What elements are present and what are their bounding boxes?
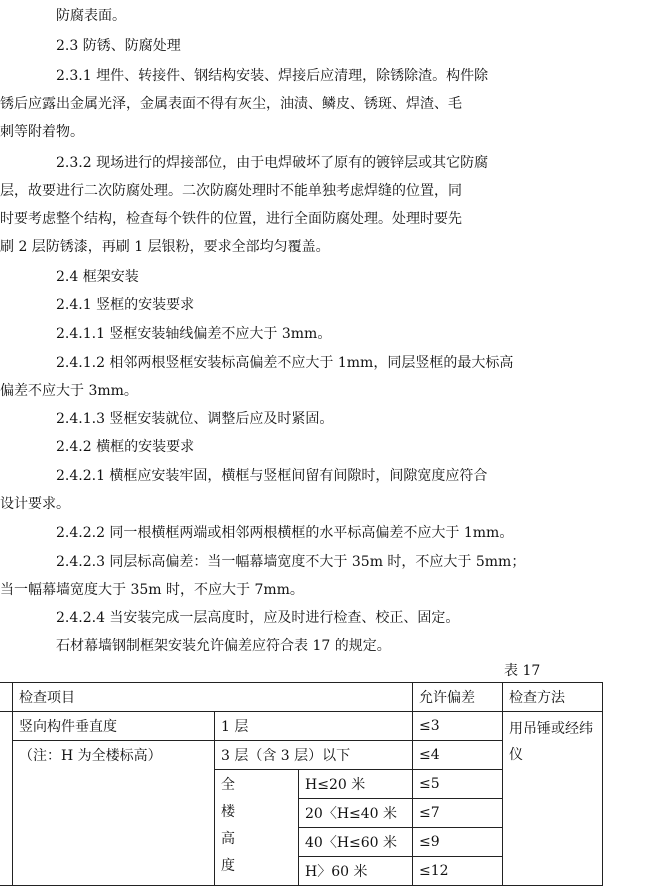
section-heading: 2.3 防锈、防腐处理 <box>56 38 181 54</box>
condition-cell: 1 层 <box>215 712 413 741</box>
table-caption: 表 17 <box>504 663 541 679</box>
paragraph-line: 2.4.2.3 同层标高偏差：当一幅幕墙宽度不大于 35m 时，不应大于 5mm； <box>56 554 526 570</box>
height-range-cell: 40〈H≤60 米 <box>299 828 413 857</box>
condition-cell: 3 层（含 3 层）以下 <box>215 741 413 770</box>
header-tolerance: 允许偏差 <box>413 683 503 712</box>
height-range-cell: H≤20 米 <box>299 770 413 799</box>
paragraph-line: 防腐表面。 <box>56 8 126 24</box>
paragraph-line: 锈后应露出金属光泽，金属表面不得有灰尘，油渍、鳞皮、锈斑、焊渣、毛 <box>0 96 462 112</box>
header-check-item: 检查项目 <box>13 683 413 712</box>
item-label: 竖向构件垂直度 <box>13 712 215 741</box>
full-height-char: 楼 <box>221 804 235 820</box>
method-cell: 用吊锤或经纬仪 <box>503 712 603 886</box>
section-heading: 2.4 框架安装 <box>56 269 139 285</box>
paragraph-line: 2.4.1.3 竖框安装就位、调整后应及时紧固。 <box>56 411 334 427</box>
tolerance-cell: ≤3 <box>413 712 503 741</box>
full-height-char: 全 <box>221 777 235 793</box>
full-height-char: 高 <box>221 831 235 847</box>
paragraph-line: 2.4.2.4 当安装完成一层高度时，应及时进行检查、校正、固定。 <box>56 610 460 626</box>
paragraph-line: 2.4.2.2 同一根横框两端或相邻两根横框的水平标高偏差不应大于 1mm。 <box>56 525 514 541</box>
tolerance-cell: ≤7 <box>413 799 503 828</box>
full-height-char: 度 <box>221 858 235 874</box>
paragraph-line: 2.4.2.1 横框应安装牢固，横框与竖框间留有间隙时，间隙宽度应符合 <box>56 468 488 484</box>
paragraph-line: 层，故要进行二次防腐处理。二次防腐处理时不能单独考虑焊缝的位置，同 <box>0 183 462 199</box>
paragraph-line: 刷 2 层防锈漆，再刷 1 层银粉，要求全部均匀覆盖。 <box>0 239 330 255</box>
full-height-label <box>215 770 299 886</box>
paragraph-line: 刺等附着物。 <box>0 124 84 140</box>
tolerance-cell: ≤5 <box>413 770 503 799</box>
table-row <box>0 712 603 741</box>
header-spacer <box>0 683 13 712</box>
row-spacer <box>0 712 13 886</box>
height-range-cell: H〉60 米 <box>299 857 413 886</box>
paragraph-line: 2.4.1.1 竖框安装轴线偏差不应大于 3mm。 <box>56 326 332 342</box>
paragraph-line: 当一幅幕墙宽度大于 35m 时，不应大于 7mm。 <box>0 582 304 598</box>
tolerance-cell: ≤9 <box>413 828 503 857</box>
tolerance-cell: ≤12 <box>413 857 503 886</box>
paragraph-line: 设计要求。 <box>0 496 70 512</box>
subsection-heading: 2.4.1 竖框的安装要求 <box>56 297 195 313</box>
paragraph-line: 石材幕墙钢制框架安装允许偏差应符合表 17 的规定。 <box>56 638 391 654</box>
paragraph-line: 2.3.1 埋件、转接件、钢结构安装、焊接后应清理，除锈除渣。构件除 <box>56 68 489 84</box>
header-method: 检查方法 <box>503 683 603 712</box>
item-note: （注：H 为全楼标高） <box>13 741 215 886</box>
paragraph-line: 2.3.2 现场进行的焊接部位，由于电焊破坏了原有的镀锌层或其它防腐 <box>56 155 489 171</box>
tolerance-table <box>0 682 603 886</box>
height-range-cell: 20〈H≤40 米 <box>299 799 413 828</box>
table-header-row <box>0 683 603 712</box>
subsection-heading: 2.4.2 横框的安装要求 <box>56 439 195 455</box>
paragraph-line: 时要考虑整个结构，检查每个铁件的位置，进行全面防腐处理。处理时要先 <box>0 211 462 227</box>
paragraph-line: 偏差不应大于 3mm。 <box>0 383 138 399</box>
paragraph-line: 2.4.1.2 相邻两根竖框安装标高偏差不应大于 1mm，同层竖框的最大标高 <box>56 355 514 371</box>
tolerance-cell: ≤4 <box>413 741 503 770</box>
